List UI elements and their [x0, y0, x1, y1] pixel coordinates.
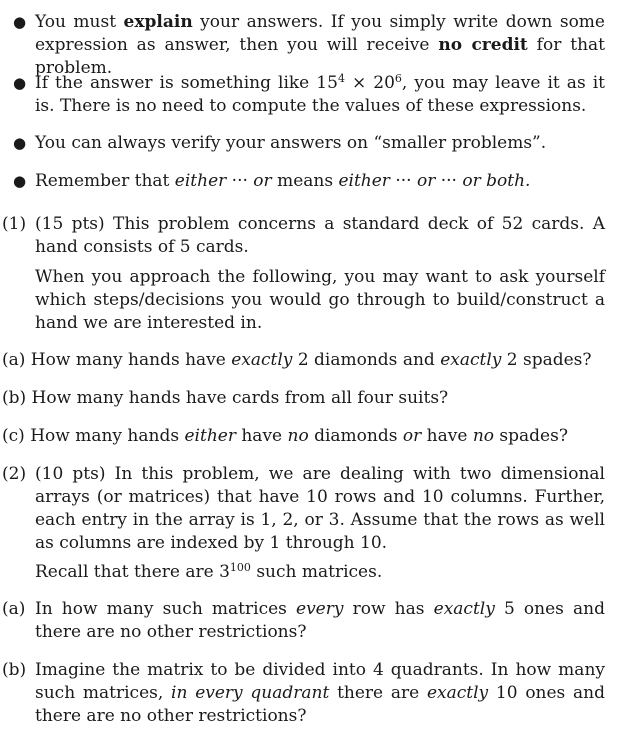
italic-text: or both.: [462, 171, 531, 191]
problem-statement: (10 pts) In this problem, we are dealing with two dimensional arrays (or matrices) that have 10 rows and 10 columns. Further, each entry in the array is 1, 2, or 3. Assume that the rows as well as columns are indexed by 1 through 10.: [35, 464, 605, 553]
bold-text: no credit: [438, 35, 528, 55]
part-label: (a): [2, 350, 26, 370]
italic-text: no: [472, 426, 495, 446]
problem-statement: (15 pts) This problem concerns a standard deck of 52 cards. A hand consists of 5 cards.: [35, 214, 605, 257]
bullet-icon: ●: [13, 74, 27, 92]
superscript: 6: [394, 72, 402, 85]
problem-2-recall: [35, 561, 605, 584]
bullet-icon: ●: [13, 13, 27, 31]
part-statement: [35, 598, 605, 644]
problem-1-hint: When you approach the following, you may want to ask yourself which steps/decisions you would go through to build/construct a hand we are interested in.: [35, 267, 605, 333]
italic-text: no: [287, 426, 309, 446]
text: there are: [329, 683, 427, 703]
text: such matrices.: [250, 562, 383, 582]
text: for that problem.: [35, 35, 605, 78]
text: ···: [435, 171, 463, 191]
text: Imagine the matrix to be divided into 4 quadrants. In how many such matrices,: [35, 660, 605, 703]
part-label: (b): [2, 388, 27, 408]
text: You must: [35, 12, 124, 32]
text: row has: [343, 599, 434, 619]
text: 10 ones and there are no other restrictions?: [35, 683, 606, 726]
bullet-icon: ●: [13, 172, 27, 190]
text: ···: [226, 171, 254, 191]
part-statement: [35, 659, 605, 728]
text: How many hands have cards from all four suits?: [26, 388, 449, 408]
text: spades?: [494, 426, 568, 446]
text: 2 spades?: [501, 350, 592, 370]
part-label: (a): [2, 599, 26, 619]
text: , you may leave it as it is. There is no need to compute the values of these expressions.: [35, 73, 605, 116]
text: ···: [389, 171, 417, 191]
text: Recall that there are 3: [35, 562, 230, 582]
text: Remember that: [35, 171, 175, 191]
text: have: [235, 426, 288, 446]
problem-number: (1): [2, 214, 27, 234]
part-label: (b): [2, 660, 27, 680]
text: How many hands have: [25, 350, 232, 370]
problem-1a: [2, 349, 605, 372]
problem-2b: [2, 659, 605, 728]
text: your answers. If you simply write down some expression as answer, then you will receive: [35, 12, 605, 55]
instruction-bullet-verify: [13, 132, 605, 155]
italic-text: either: [338, 171, 390, 191]
part-label: (c): [2, 426, 25, 446]
italic-text: or: [416, 171, 436, 191]
problem-1c: [2, 425, 605, 448]
italic-text: every: [296, 599, 344, 619]
instruction-bullet-explain: [13, 11, 605, 80]
text: You can always verify your answers on “smaller problems”.: [35, 133, 547, 153]
text: 5 ones and there are no other restrictions?: [35, 599, 606, 642]
text: How many hands: [24, 426, 185, 446]
italic-text: either: [174, 171, 227, 191]
problem-2: [2, 463, 605, 555]
text: means: [271, 171, 339, 191]
text: × 20: [344, 73, 395, 93]
italic-text: exactly: [426, 683, 489, 703]
italic-text: exactly: [440, 350, 502, 370]
italic-text: exactly: [433, 599, 495, 619]
problem-2a: [2, 598, 605, 644]
italic-text: in every quadrant: [171, 683, 330, 703]
italic-text: either: [184, 426, 236, 446]
bullet-icon: ●: [13, 134, 27, 152]
problem-1b: [2, 387, 605, 410]
text: 2 diamonds and: [292, 350, 441, 370]
text: In how many such matrices: [35, 599, 297, 619]
italic-text: or: [253, 171, 272, 191]
superscript: 100: [229, 561, 251, 574]
problem-number: (2): [2, 464, 27, 484]
text: If the answer is something like 15: [35, 73, 338, 93]
instruction-bullet-powers: [13, 72, 605, 118]
italic-text: or: [402, 426, 422, 446]
text: diamonds: [308, 426, 403, 446]
bold-text: explain: [123, 12, 193, 32]
italic-text: exactly: [231, 350, 293, 370]
superscript: 4: [337, 72, 345, 85]
instruction-bullet-either-or: [13, 170, 605, 193]
problem-1: [2, 213, 605, 259]
text: have: [421, 426, 473, 446]
